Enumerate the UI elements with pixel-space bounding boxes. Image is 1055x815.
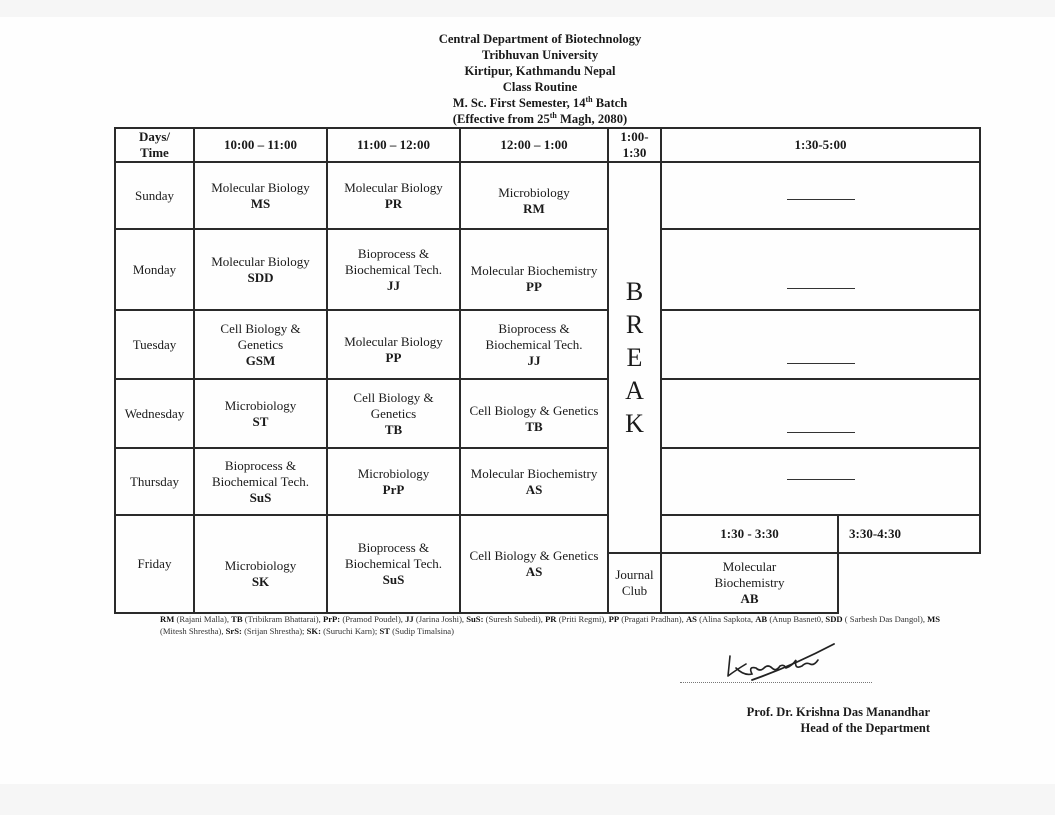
friday-slot1-class: Journal Club — [608, 553, 661, 613]
document-header — [340, 31, 740, 127]
afternoon-empty-cell — [661, 310, 980, 379]
class-cell: Cell Biology & Genetics AS — [460, 515, 608, 613]
department-name: Central Department of Biotechnology — [438, 32, 642, 46]
afternoon-slot-header: 1:30-5:00 — [661, 128, 980, 162]
signature-icon — [722, 636, 842, 682]
class-cell: Bioprocess & Biochemical Tech. SuS — [194, 448, 327, 515]
day-label: Friday — [115, 515, 194, 613]
class-cell: Molecular Biology PR — [327, 162, 460, 229]
class-cell: Microbiology RM — [460, 162, 608, 229]
afternoon-empty-cell — [661, 162, 980, 229]
empty-dash — [787, 432, 855, 433]
table-row — [115, 448, 980, 515]
class-cell: Molecular Biology PP — [327, 310, 460, 379]
university-name: Tribhuvan University — [481, 48, 599, 62]
legend-item: ST (Sudip Timalsina) — [379, 626, 454, 636]
legend-item: TB (Tribikram Bhattarai), — [231, 614, 321, 624]
class-cell: Cell Biology & Genetics TB — [460, 379, 608, 448]
signatory-name: Prof. Dr. Krishna Das Manandhar — [746, 705, 930, 719]
empty-dash — [787, 363, 855, 364]
legend-item: RM (Rajani Malla), — [160, 614, 229, 624]
signatory-title: Head of the Department — [800, 721, 930, 735]
class-cell: Microbiology PrP — [327, 448, 460, 515]
empty-dash — [787, 288, 855, 289]
time-slot-header: 10:00 – 11:00 — [194, 128, 327, 162]
class-routine-table — [114, 127, 981, 614]
legend-item: PrP: (Pramod Poudel), — [322, 614, 403, 624]
afternoon-empty-cell — [661, 379, 980, 448]
effective-date: (Effective from 25th Magh, 2080) — [452, 110, 628, 126]
day-label: Tuesday — [115, 310, 194, 379]
legend-item: AS (Alina Sapkota, — [685, 614, 754, 624]
table-row — [115, 310, 980, 379]
class-cell: Microbiology SK — [194, 515, 327, 613]
legend-item: SrS: (Srijan Shrestha); — [225, 626, 305, 636]
program-batch: M. Sc. First Semester, 14th Batch — [452, 94, 628, 110]
legend-item: JJ (Jarina Joshi), — [405, 614, 465, 624]
class-cell: Microbiology ST — [194, 379, 327, 448]
break-slot-header: 1:00- 1:30 — [608, 128, 661, 162]
friday-slot2-time: 3:30-4:30 — [838, 515, 980, 553]
location: Kirtipur, Kathmandu Nepal — [464, 64, 616, 78]
class-cell: Molecular Biology SDD — [194, 229, 327, 310]
legend-item: AB (Anup Basnet0, — [755, 614, 824, 624]
legend-item: MS (Mitesh Shrestha), — [160, 614, 941, 636]
class-cell: Bioprocess & Biochemical Tech. JJ — [327, 229, 460, 310]
class-cell: Cell Biology & Genetics GSM — [194, 310, 327, 379]
afternoon-empty-cell — [661, 229, 980, 310]
class-cell: Bioprocess & Biochemical Tech. SuS — [327, 515, 460, 613]
afternoon-empty-cell — [661, 448, 980, 515]
legend-item: PR (Priti Regmi), — [545, 614, 607, 624]
empty-dash — [787, 479, 855, 480]
signature-line — [680, 682, 872, 683]
class-cell: Molecular Biochemistry PP — [460, 229, 608, 310]
header-row — [115, 128, 980, 162]
day-label: Thursday — [115, 448, 194, 515]
class-cell: Bioprocess & Biochemical Tech. JJ — [460, 310, 608, 379]
table-row — [115, 379, 980, 448]
signatory-block — [700, 704, 930, 736]
table-row — [115, 515, 980, 553]
day-label: Wednesday — [115, 379, 194, 448]
table-row — [115, 162, 980, 229]
legend-item: SK: (Suruchi Karn); — [306, 626, 378, 636]
legend-item: SDD ( Sarbesh Das Dangol), — [825, 614, 925, 624]
day-label: Monday — [115, 229, 194, 310]
time-slot-header: 11:00 – 12:00 — [327, 128, 460, 162]
table-row — [115, 229, 980, 310]
teacher-legend — [160, 613, 950, 637]
corner-header: Days/ Time — [115, 128, 194, 162]
class-cell: Molecular Biology MS — [194, 162, 327, 229]
friday-slot1-time: 1:30 - 3:30 — [661, 515, 838, 553]
class-cell: Cell Biology & Genetics TB — [327, 379, 460, 448]
class-cell: Molecular Biochemistry AS — [460, 448, 608, 515]
legend-item: PP (Pragati Pradhan), — [608, 614, 684, 624]
empty-dash — [787, 199, 855, 200]
break-column: B R E A K — [608, 162, 661, 553]
time-slot-header: 12:00 – 1:00 — [460, 128, 608, 162]
friday-slot2-class: Molecular Biochemistry AB — [661, 553, 838, 613]
legend-item: SuS: (Suresh Subedi), — [466, 614, 543, 624]
document-title: Class Routine — [502, 80, 578, 94]
day-label: Sunday — [115, 162, 194, 229]
